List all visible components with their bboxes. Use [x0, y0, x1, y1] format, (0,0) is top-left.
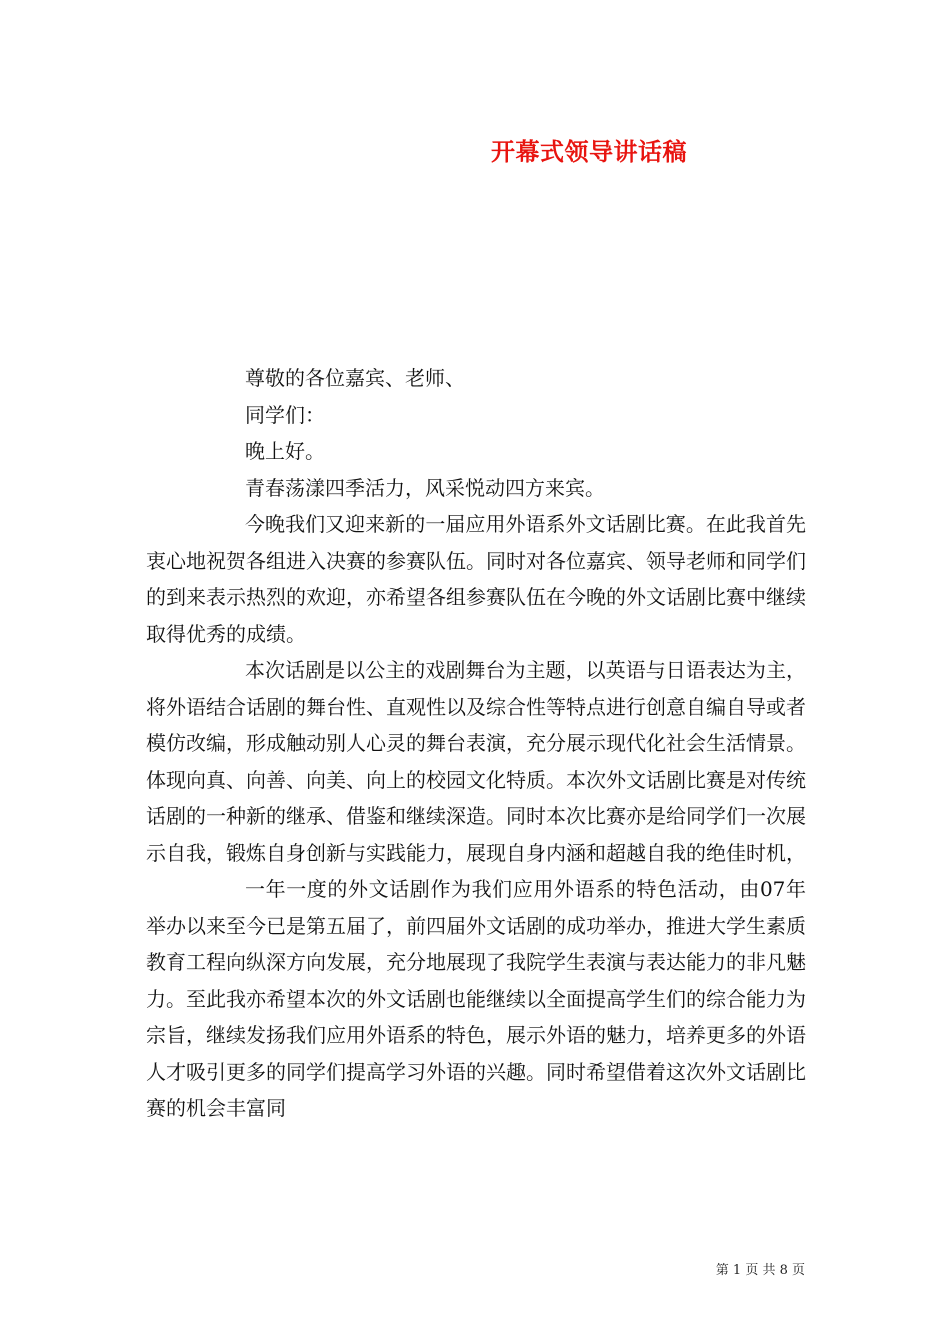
- salutation-line: 尊敬的各位嘉宾、老师、: [245, 366, 465, 390]
- paragraph: 本次话剧是以公主的戏剧舞台为主题，以英语与日语表达为主，将外语结合话剧的舞台性、直观性以及综合性等特点进行创意自编自导或者模仿改编，形成触动别人心灵的舞台表演，充分展示现代化社会生活情景。体现向真、向善、向美、向上的校园文化特质。本次外文话剧比赛是对传统话剧的一种新的继承、借鉴和继续深造。同时本次比赛亦是给同学们一次展示自我，锻炼自身创新与实践能力，展现自身内涵和超越自我的绝佳时机，: [146, 658, 806, 865]
- page-number: 第 1 页 共 8 页: [715, 1263, 805, 1278]
- salutation-line: 同学们：: [245, 402, 325, 427]
- paragraph: 今晚我们又迎来新的一届应用外语系外文话剧比赛。在此我首先衷心地祝贺各组进入决赛的参赛队伍。同时对各位嘉宾、领导老师和同学们的到来表示热烈的欢迎，亦希望各组参赛队伍在今晚的外文话剧比赛中继续取得优秀的成绩。: [146, 512, 806, 646]
- opening-line: 青春荡漾四季活力，风采悦动四方来宾。: [245, 475, 605, 500]
- document-title: 开幕式领导讲话稿: [491, 137, 687, 166]
- speech-body: [146, 360, 806, 1127]
- paragraph: 一年一度的外文话剧作为我们应用外语系的特色活动，由07年举办以来至今已是第五届了，前四届外文话剧的成功举办，推进大学生素质教育工程向纵深方向发展，充分地展现了我院学生表演与表达能力的非凡魅力。至此我亦希望本次的外文话剧也能继续以全面提高学生们的综合能力为宗旨，继续发扬我们应用外语系的特色，展示外语的魅力，培养更多的外语人才吸引更多的同学们提高学习外语的兴趣。同时希望借着这次外文话剧比赛的机会丰富同: [146, 877, 806, 1120]
- greeting-line: 晚上好。: [245, 439, 325, 463]
